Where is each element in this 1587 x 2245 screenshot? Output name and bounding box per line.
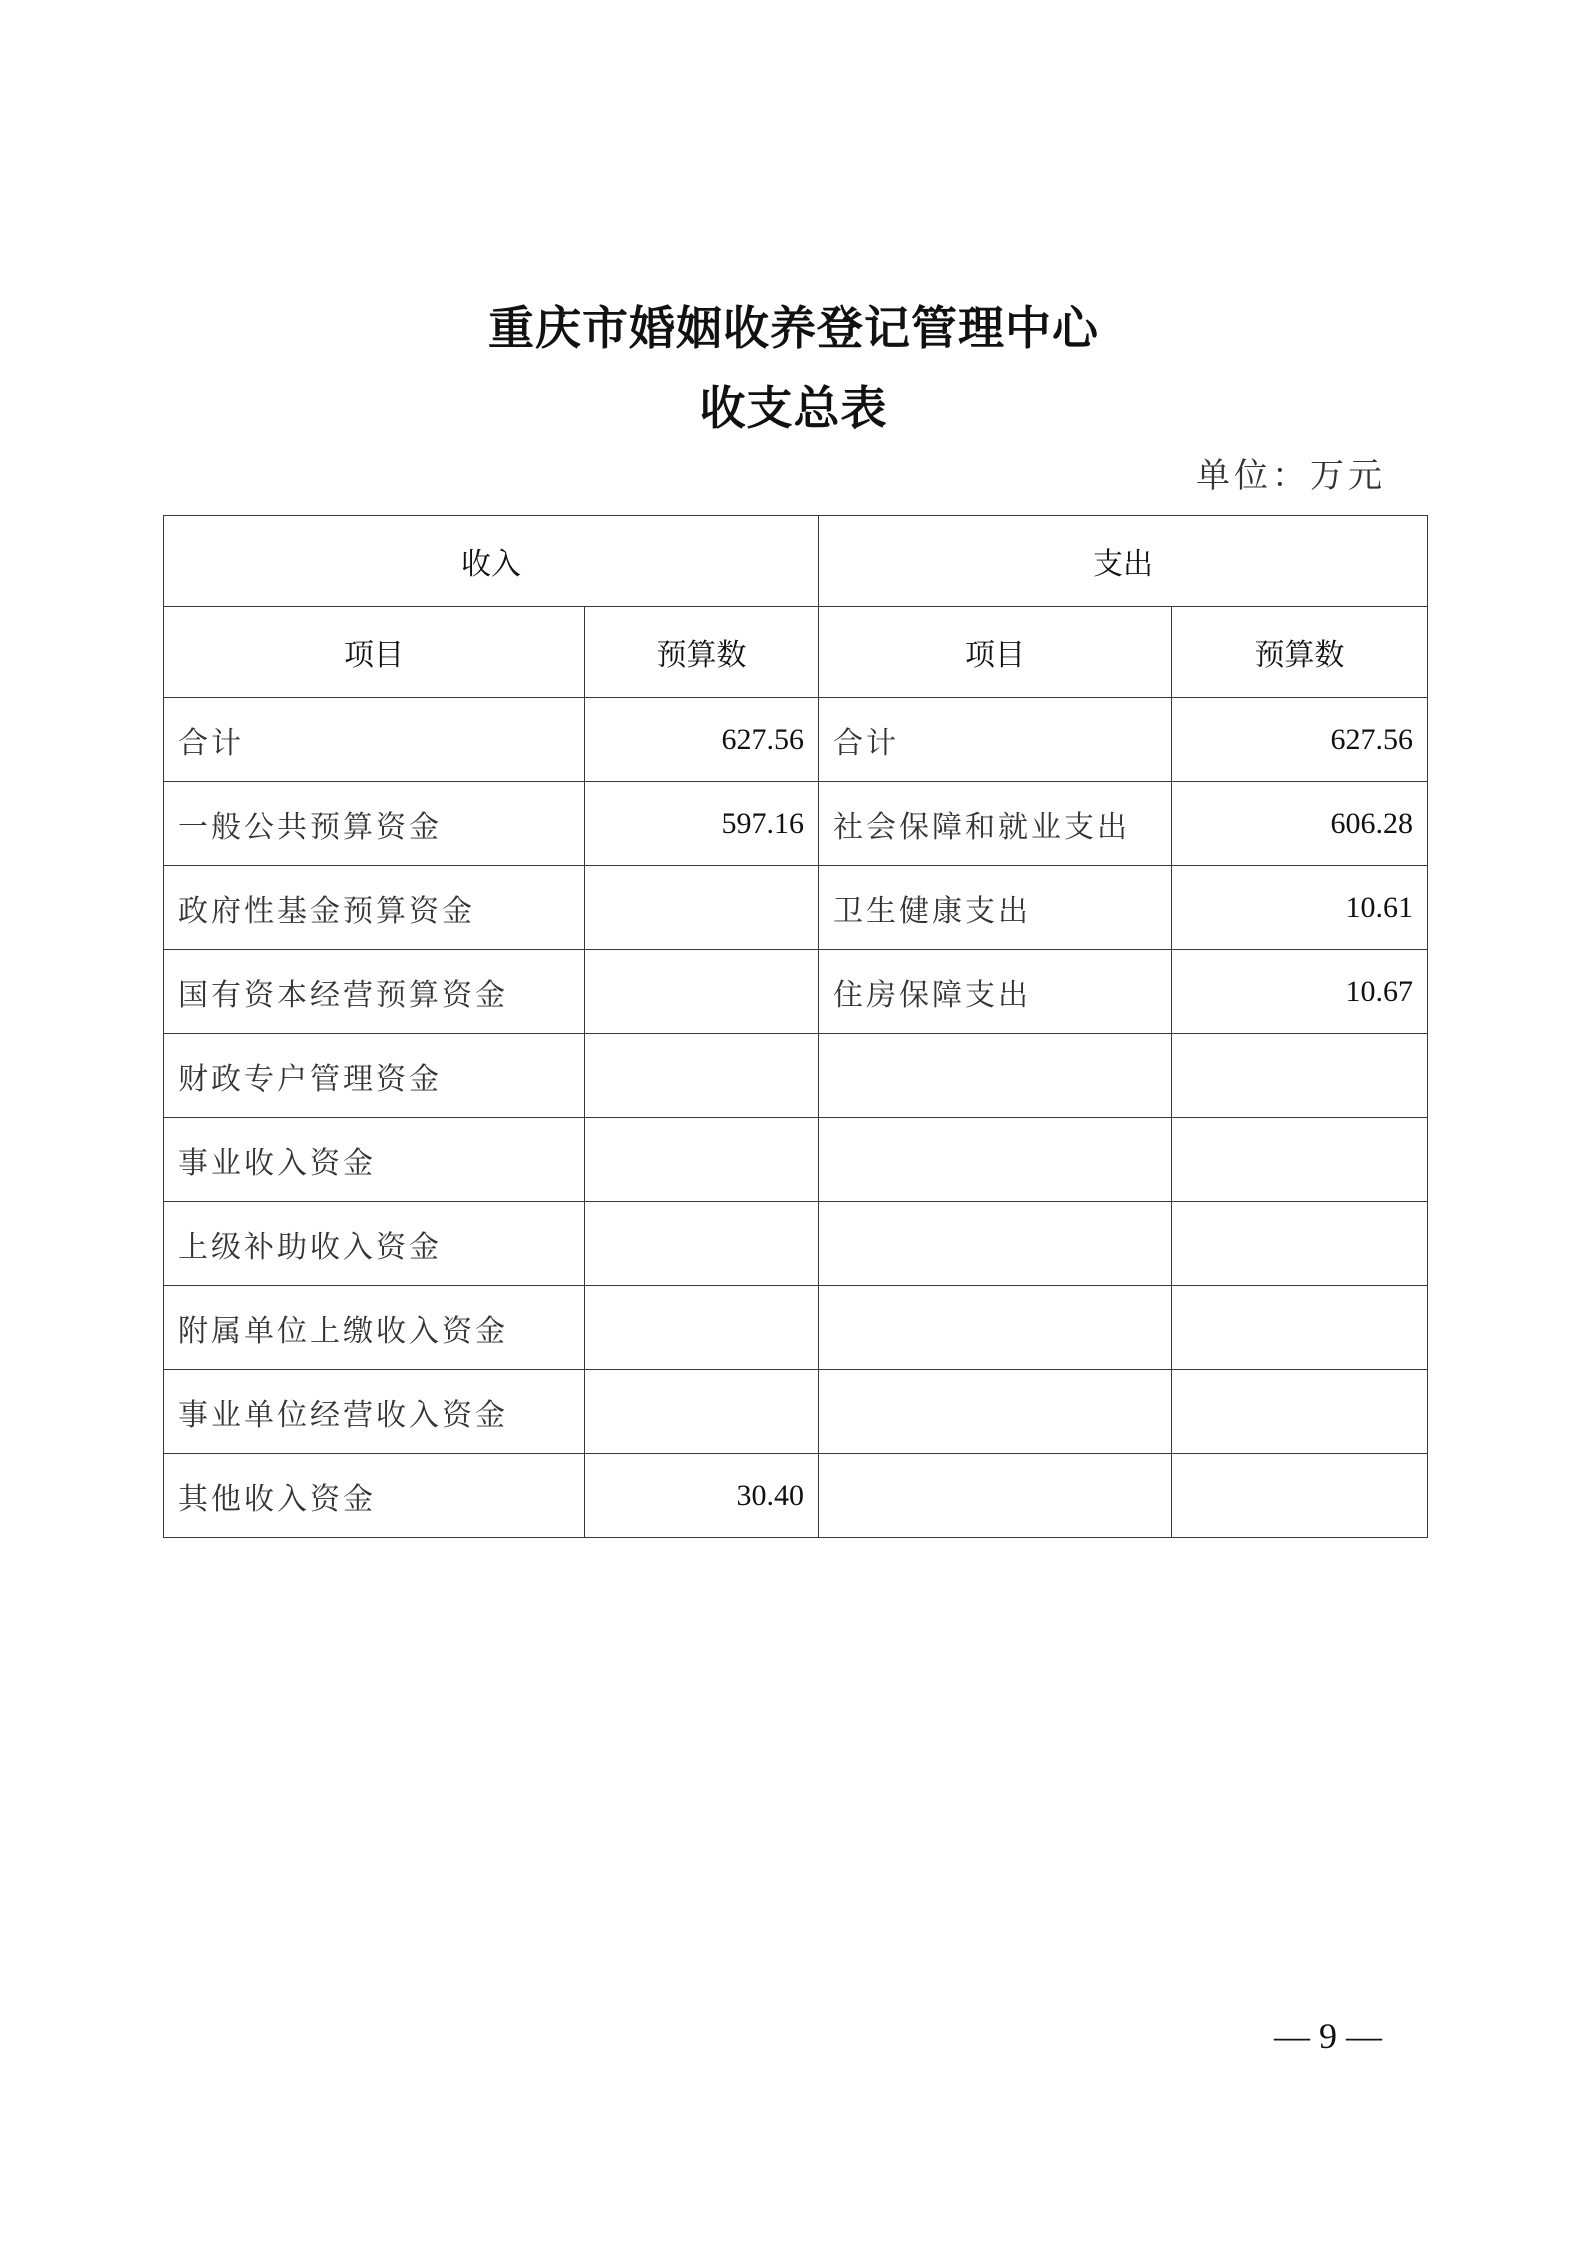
expense-value-cell: 606.28 [1172, 782, 1428, 866]
income-value-cell [585, 1286, 819, 1370]
table-row [164, 866, 1428, 950]
income-item-cell: 事业收入资金 [164, 1118, 585, 1202]
expense-item-cell: 住房保障支出 [819, 950, 1172, 1034]
income-value-cell: 30.40 [585, 1454, 819, 1538]
income-item-cell: 财政专户管理资金 [164, 1034, 585, 1118]
income-item-cell: 合计 [164, 698, 585, 782]
expense-item-cell: 社会保障和就业支出 [819, 782, 1172, 866]
expense-item-cell: 合计 [819, 698, 1172, 782]
income-budget-header: 预算数 [585, 607, 819, 698]
income-item-cell: 其他收入资金 [164, 1454, 585, 1538]
table-row [164, 950, 1428, 1034]
income-value-cell [585, 950, 819, 1034]
income-item-cell: 国有资本经营预算资金 [164, 950, 585, 1034]
expense-value-cell [1172, 1202, 1428, 1286]
income-item-cell: 一般公共预算资金 [164, 782, 585, 866]
expense-value-cell: 10.61 [1172, 866, 1428, 950]
table-row [164, 1370, 1428, 1454]
budget-summary-table [163, 515, 1428, 1538]
expense-section-header: 支出 [819, 516, 1428, 607]
income-item-header: 项目 [164, 607, 585, 698]
expense-value-cell [1172, 1370, 1428, 1454]
document-title: 重庆市婚姻收养登记管理中心 [488, 301, 1099, 355]
column-header-row [164, 607, 1428, 698]
expense-item-cell [819, 1454, 1172, 1538]
expense-item-cell [819, 1370, 1172, 1454]
expense-item-cell: 卫生健康支出 [819, 866, 1172, 950]
table-row [164, 1202, 1428, 1286]
table-row [164, 1454, 1428, 1538]
income-value-cell: 597.16 [585, 782, 819, 866]
expense-item-header: 项目 [819, 607, 1172, 698]
income-item-cell: 政府性基金预算资金 [164, 866, 585, 950]
income-value-cell [585, 1118, 819, 1202]
income-value-cell [585, 866, 819, 950]
expense-item-cell [819, 1034, 1172, 1118]
unit-label: 单位：万元 [1196, 456, 1386, 496]
table-row [164, 698, 1428, 782]
expense-value-cell [1172, 1034, 1428, 1118]
expense-value-cell: 627.56 [1172, 698, 1428, 782]
income-value-cell [585, 1202, 819, 1286]
expense-value-cell [1172, 1118, 1428, 1202]
income-item-cell: 上级补助收入资金 [164, 1202, 585, 1286]
section-header-row [164, 516, 1428, 607]
expense-value-cell [1172, 1454, 1428, 1538]
table-body [164, 698, 1428, 1538]
expense-value-cell: 10.67 [1172, 950, 1428, 1034]
table-row [164, 1286, 1428, 1370]
income-item-cell: 事业单位经营收入资金 [164, 1370, 585, 1454]
table-row [164, 1034, 1428, 1118]
expense-value-cell [1172, 1286, 1428, 1370]
page-number: — 9 — [1274, 2016, 1382, 2056]
expense-item-cell [819, 1118, 1172, 1202]
income-value-cell [585, 1370, 819, 1454]
income-value-cell: 627.56 [585, 698, 819, 782]
income-item-cell: 附属单位上缴收入资金 [164, 1286, 585, 1370]
table-row [164, 782, 1428, 866]
expense-budget-header: 预算数 [1172, 607, 1428, 698]
table-row [164, 1118, 1428, 1202]
income-section-header: 收入 [164, 516, 819, 607]
document-subtitle: 收支总表 [699, 381, 888, 435]
expense-item-cell [819, 1286, 1172, 1370]
income-value-cell [585, 1034, 819, 1118]
expense-item-cell [819, 1202, 1172, 1286]
